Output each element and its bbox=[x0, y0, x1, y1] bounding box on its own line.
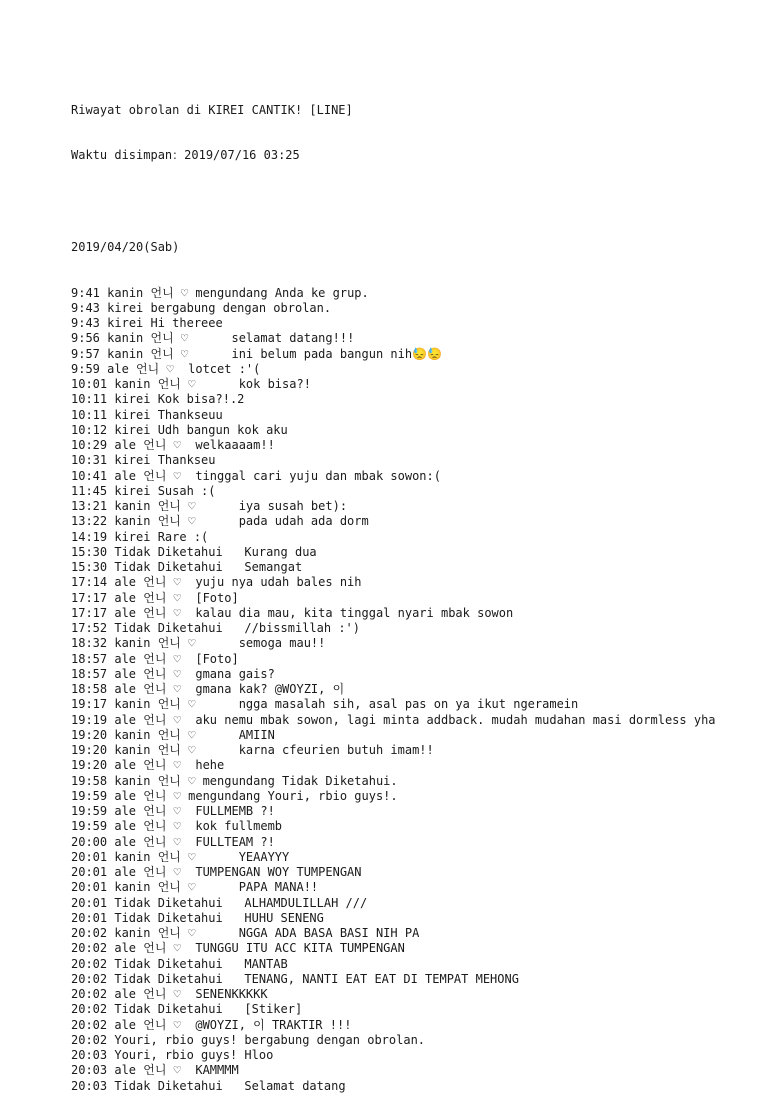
message-text: Youri, rbio guys! Hloo bbox=[114, 1048, 274, 1062]
message-time: 20:02 bbox=[71, 1002, 108, 1017]
message-text: Tidak Diketahui Semangat bbox=[114, 560, 303, 574]
message-time: 19:59 bbox=[71, 788, 108, 803]
message-time: 11:45 bbox=[71, 483, 108, 498]
message-time: 20:02 bbox=[71, 971, 108, 986]
message-time: 10:11 bbox=[71, 392, 108, 407]
message-time: 20:02 bbox=[71, 956, 108, 971]
chat-message bbox=[71, 774, 761, 789]
message-time: 20:00 bbox=[71, 834, 108, 849]
message-text: ale 언니 ♡ [Foto] bbox=[114, 651, 239, 666]
message-text: ale 언니 ♡ FULLMEMB ?! bbox=[114, 804, 275, 818]
message-time: 9:56 bbox=[71, 331, 100, 346]
message-text: ale 언니 ♡ welkaaaam!! bbox=[114, 438, 275, 452]
chat-message bbox=[71, 1002, 761, 1017]
message-time: 17:52 bbox=[71, 621, 108, 635]
chat-message bbox=[71, 316, 761, 331]
message-time: 20:02 bbox=[71, 1032, 108, 1047]
message-time: 19:59 bbox=[71, 804, 108, 818]
message-text: kirei Thankseuu bbox=[114, 407, 223, 422]
message-time: 17:17 bbox=[71, 590, 108, 605]
chat-log-document bbox=[71, 72, 761, 1109]
message-text: ale 언니 ♡ FULLTEAM ?! bbox=[114, 834, 275, 849]
chat-message bbox=[71, 972, 761, 987]
chat-message bbox=[71, 1079, 761, 1094]
blank-line bbox=[71, 194, 761, 209]
message-time: 20:02 bbox=[71, 1017, 108, 1032]
document-title: Riwayat obrolan di KIREI CANTIK! [LINE] bbox=[71, 102, 353, 117]
message-text: kirei bergabung dengan obrolan. bbox=[107, 300, 332, 315]
message-text: Tidak Diketahui //bissmillah :') bbox=[114, 621, 360, 635]
message-text: ale 언니 ♡ kok fullmemb bbox=[114, 819, 283, 834]
message-time: 15:30 bbox=[71, 560, 108, 574]
message-time: 20:01 bbox=[71, 865, 108, 879]
message-text: ale 언니 ♡ gmana gais? bbox=[114, 666, 275, 681]
message-time: 20:02 bbox=[71, 941, 108, 956]
chat-message bbox=[71, 941, 761, 956]
message-text: kirei Udh bangun kok aku bbox=[114, 422, 288, 437]
message-time: 20:01 bbox=[71, 895, 108, 910]
chat-message bbox=[71, 453, 761, 468]
chat-date: 2019/04/20(Sab) bbox=[71, 239, 180, 254]
saved-timestamp: Waktu disimpan：2019/07/16 03:25 bbox=[71, 148, 300, 163]
chat-message bbox=[71, 1033, 761, 1048]
message-text: kanin 언니 ♡ semoga mau!! bbox=[114, 636, 326, 651]
message-time: 19:20 bbox=[71, 743, 108, 757]
message-time: 9:41 bbox=[71, 285, 100, 300]
chat-message bbox=[71, 1018, 761, 1033]
chat-message bbox=[71, 1048, 761, 1063]
message-text: kanin 언니 ♡ ini belum pada bangun nih😓😓 bbox=[107, 346, 442, 361]
message-text: ale 언니 ♡ gmana kak? @WOYZI, 이 bbox=[114, 682, 345, 696]
message-time: 18:32 bbox=[71, 636, 108, 651]
message-text: Youri, rbio guys! bergabung dengan obrolan. bbox=[114, 1032, 426, 1047]
message-text: Tidak Diketahui MANTAB bbox=[114, 956, 288, 971]
chat-message bbox=[71, 911, 761, 926]
message-time: 20:01 bbox=[71, 880, 108, 895]
chat-message bbox=[71, 1063, 761, 1078]
message-text: kanin 언니 ♡ selamat datang!!! bbox=[107, 331, 355, 346]
message-time: 19:19 bbox=[71, 712, 108, 727]
chat-message bbox=[71, 728, 761, 743]
message-text: kanin 언니 ♡ ngga masalah sih, asal pas on ya ikut ngeramein bbox=[114, 697, 579, 712]
message-time: 14:19 bbox=[71, 529, 108, 544]
chat-message bbox=[71, 743, 761, 758]
message-time: 13:22 bbox=[71, 514, 108, 529]
chat-message bbox=[71, 377, 761, 392]
chat-message bbox=[71, 850, 761, 865]
message-time: 19:59 bbox=[71, 819, 108, 834]
message-time: 17:17 bbox=[71, 605, 108, 620]
message-text: kirei Hi thereee bbox=[107, 316, 223, 330]
chat-message bbox=[71, 606, 761, 621]
chat-message bbox=[71, 987, 761, 1002]
message-text: ale 언니 ♡ kalau dia mau, kita tinggal nyari mbak sowon bbox=[114, 605, 514, 620]
chat-message bbox=[71, 758, 761, 773]
message-time: 20:03 bbox=[71, 1078, 108, 1093]
message-text: Tidak Diketahui ALHAMDULILLAH /// bbox=[114, 895, 368, 910]
chat-message bbox=[71, 347, 761, 362]
chat-message bbox=[71, 865, 761, 880]
message-time: 10:41 bbox=[71, 468, 108, 483]
message-text: kanin 언니 ♡ iya susah bet): bbox=[114, 499, 348, 513]
message-text: ale 언니 ♡ aku nemu mbak sowon, lagi minta addback. mudah mudahan masi dormless yha bbox=[114, 712, 716, 727]
message-time: 19:17 bbox=[71, 697, 108, 712]
message-time: 19:58 bbox=[71, 773, 108, 788]
chat-message bbox=[71, 423, 761, 438]
message-text: ale 언니 ♡ tinggal cari yuju dan mbak sowon:( bbox=[114, 468, 441, 483]
message-text: kanin 언니 ♡ AMIIN bbox=[114, 727, 275, 742]
message-text: Tidak Diketahui TENANG, NANTI EAT EAT DI TEMPAT MEHONG bbox=[114, 971, 519, 986]
message-text: kirei Rare :( bbox=[114, 529, 209, 544]
chat-message bbox=[71, 362, 761, 377]
message-time: 10:31 bbox=[71, 453, 108, 468]
chat-message bbox=[71, 789, 761, 804]
chat-message bbox=[71, 331, 761, 346]
message-text: Tidak Diketahui HUHU SENENG bbox=[114, 910, 324, 925]
message-text: kanin 언니 ♡ YEAAYYY bbox=[114, 849, 290, 864]
message-text: ale 언니 ♡ mengundang Youri, rbio guys!. bbox=[114, 788, 398, 803]
message-time: 20:02 bbox=[71, 926, 108, 940]
chat-message bbox=[71, 804, 761, 819]
chat-message bbox=[71, 530, 761, 545]
message-text: kanin 언니 ♡ pada udah ada dorm bbox=[114, 514, 369, 529]
chat-message bbox=[71, 499, 761, 514]
message-text: kirei Kok bisa?!.2 bbox=[114, 392, 245, 407]
chat-message bbox=[71, 514, 761, 529]
message-text: kanin 언니 ♡ mengundang Tidak Diketahui. bbox=[114, 773, 398, 788]
message-time: 10:12 bbox=[71, 422, 108, 437]
chat-message bbox=[71, 484, 761, 499]
chat-message bbox=[71, 697, 761, 712]
chat-message bbox=[71, 713, 761, 728]
message-text: ale 언니 ♡ KAMMMM bbox=[114, 1063, 239, 1078]
chat-message bbox=[71, 835, 761, 850]
message-text: ale 언니 ♡ hehe bbox=[114, 758, 225, 773]
chat-message bbox=[71, 926, 761, 941]
chat-message bbox=[71, 392, 761, 407]
message-time: 9:43 bbox=[71, 316, 100, 330]
message-time: 19:20 bbox=[71, 727, 108, 742]
chat-message bbox=[71, 408, 761, 423]
chat-message bbox=[71, 286, 761, 301]
chat-message bbox=[71, 957, 761, 972]
message-time: 18:57 bbox=[71, 666, 108, 681]
message-time: 20:02 bbox=[71, 987, 108, 1001]
message-text: ale 언니 ♡ @WOYZI, 이 TRAKTIR !!! bbox=[114, 1017, 352, 1032]
chat-message bbox=[71, 636, 761, 651]
chat-message bbox=[71, 560, 761, 575]
message-time: 20:03 bbox=[71, 1048, 108, 1062]
chat-message bbox=[71, 819, 761, 834]
message-text: ale 언니 ♡ TUMPENGAN WOY TUMPENGAN bbox=[114, 865, 362, 879]
message-time: 15:30 bbox=[71, 544, 108, 559]
message-text: kanin 언니 ♡ karna cfeurien butuh imam!! bbox=[114, 743, 434, 757]
chat-message bbox=[71, 591, 761, 606]
chat-message bbox=[71, 621, 761, 636]
message-time: 20:03 bbox=[71, 1063, 108, 1078]
message-text: Tidak Diketahui [Stiker] bbox=[114, 1002, 303, 1017]
message-time: 19:20 bbox=[71, 758, 108, 773]
message-time: 9:43 bbox=[71, 300, 100, 315]
chat-message bbox=[71, 652, 761, 667]
message-time: 20:01 bbox=[71, 849, 108, 864]
chat-message bbox=[71, 438, 761, 453]
message-text: kanin 언니 ♡ NGGA ADA BASA BASI NIH PA bbox=[114, 926, 420, 940]
message-text: ale 언니 ♡ SENENKKKKK bbox=[114, 987, 268, 1001]
message-text: Tidak Diketahui Selamat datang bbox=[114, 1078, 346, 1093]
message-time: 17:14 bbox=[71, 575, 108, 590]
chat-message bbox=[71, 545, 761, 560]
message-text: ale 언니 ♡ yuju nya udah bales nih bbox=[114, 575, 362, 590]
chat-message bbox=[71, 880, 761, 895]
chat-message bbox=[71, 667, 761, 682]
message-text: kanin 언니 ♡ kok bisa?! bbox=[114, 377, 311, 391]
message-text: kirei Susah :( bbox=[114, 483, 216, 498]
chat-message bbox=[71, 575, 761, 590]
message-time: 10:01 bbox=[71, 377, 108, 391]
message-text: Tidak Diketahui Kurang dua bbox=[114, 544, 317, 559]
message-time: 13:21 bbox=[71, 499, 108, 513]
message-text: ale 언니 ♡ [Foto] bbox=[114, 590, 239, 605]
message-text: kirei Thankseu bbox=[114, 453, 216, 468]
message-time: 20:01 bbox=[71, 910, 108, 925]
message-time: 9:57 bbox=[71, 346, 100, 361]
message-list bbox=[71, 286, 761, 1094]
message-time: 18:57 bbox=[71, 651, 108, 666]
chat-message bbox=[71, 896, 761, 911]
message-time: 9:59 bbox=[71, 361, 100, 376]
chat-message bbox=[71, 301, 761, 316]
message-time: 10:29 bbox=[71, 438, 108, 452]
message-time: 18:58 bbox=[71, 682, 108, 696]
message-text: ale 언니 ♡ lotcet :'( bbox=[107, 361, 261, 376]
message-text: kanin 언니 ♡ mengundang Anda ke grup. bbox=[107, 285, 369, 300]
chat-message bbox=[71, 682, 761, 697]
message-text: ale 언니 ♡ TUNGGU ITU ACC KITA TUMPENGAN bbox=[114, 941, 405, 956]
message-time: 10:11 bbox=[71, 407, 108, 422]
chat-message bbox=[71, 469, 761, 484]
message-text: kanin 언니 ♡ PAPA MANA!! bbox=[114, 880, 319, 895]
